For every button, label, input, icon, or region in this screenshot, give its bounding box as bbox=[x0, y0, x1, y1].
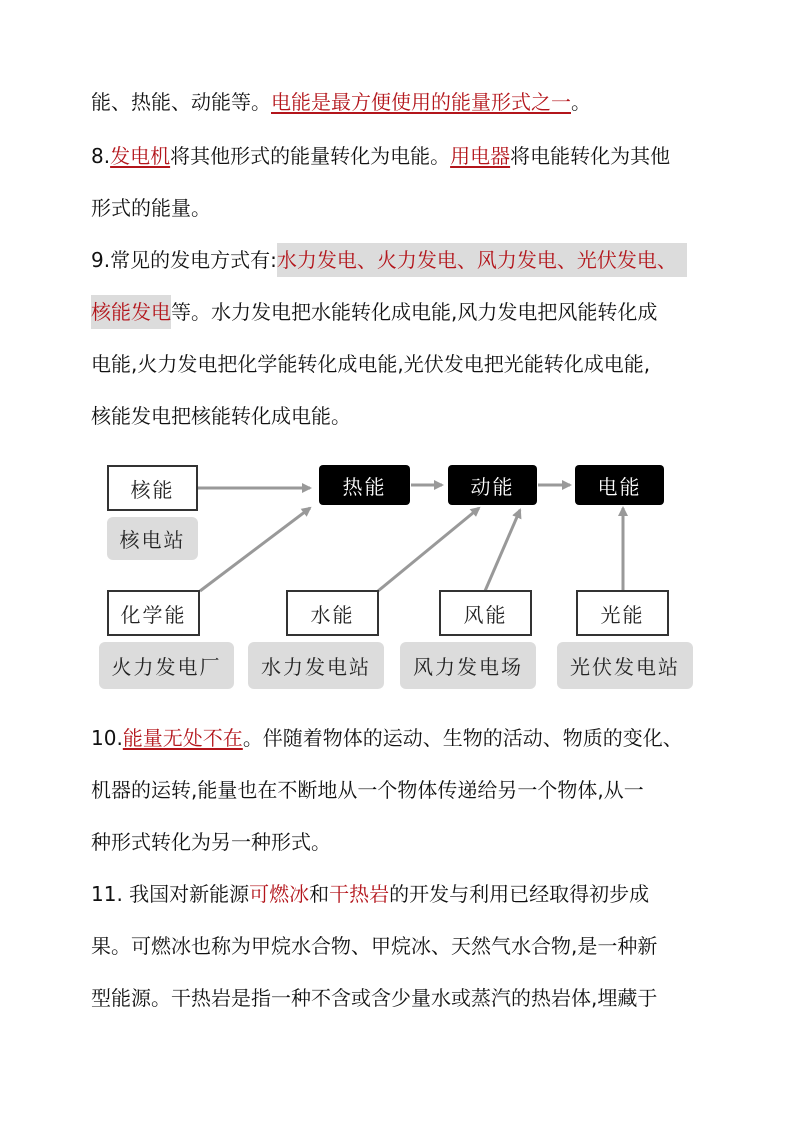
text-line: 9.常见的发电方式有:水力发电、火力发电、风力发电、光伏发电、 bbox=[91, 246, 687, 274]
text-line: 型能源。干热岩是指一种不含或含少量水或蒸汽的热岩体,埋藏于 bbox=[91, 986, 658, 1010]
key-term-highlight: 水力发电、火力发电、风力发电、光伏发电、 bbox=[277, 243, 687, 277]
text-line: 种形式转化为另一种形式。 bbox=[91, 830, 331, 854]
key-point: 电能是最方便使用的能量形式之一 bbox=[271, 90, 571, 114]
node-kinetic-energy: 动能 bbox=[448, 465, 537, 505]
key-term: 发电机 bbox=[110, 144, 171, 168]
text-line: 10.能量无处不在。伴随着物体的运动、生物的活动、物质的变化、 bbox=[91, 726, 683, 750]
node-nuclear-energy: 核能 bbox=[107, 465, 198, 511]
key-term: 干热岩 bbox=[329, 882, 390, 906]
node-wind-energy: 风能 bbox=[439, 590, 532, 636]
key-term: 可燃冰 bbox=[249, 882, 310, 906]
arrow-water-kinetic bbox=[378, 508, 479, 591]
text-line: 果。可燃冰也称为甲烷水合物、甲烷冰、天然气水合物,是一种新 bbox=[91, 934, 658, 958]
arrow-chemical-heat bbox=[200, 508, 310, 591]
label-thermal-plant: 火力发电厂 bbox=[99, 642, 234, 689]
node-light-energy: 光能 bbox=[576, 590, 669, 636]
label-wind-farm: 风力发电场 bbox=[400, 642, 536, 689]
node-water-energy: 水能 bbox=[286, 590, 379, 636]
label-hydro-station: 水力发电站 bbox=[248, 642, 384, 689]
text-line: 电能,火力发电把化学能转化成电能,光伏发电把光能转化成电能, bbox=[91, 352, 651, 376]
text-line: 形式的能量。 bbox=[91, 196, 211, 220]
text-line: 8.发电机将其他形式的能量转化为电能。用电器将电能转化为其他 bbox=[91, 144, 671, 168]
node-heat-energy: 热能 bbox=[319, 465, 410, 505]
key-term: 用电器 bbox=[450, 144, 511, 168]
key-point: 能量无处不在 bbox=[122, 726, 243, 750]
text-line: 机器的运转,能量也在不断地从一个物体传递给另一个物体,从一 bbox=[91, 778, 644, 802]
arrow-wind-kinetic bbox=[485, 510, 520, 591]
key-term-highlight: 核能发电 bbox=[91, 295, 171, 329]
node-electric-energy: 电能 bbox=[575, 465, 664, 505]
text-line: 11. 我国对新能源可燃冰和干热岩的开发与利用已经取得初步成 bbox=[91, 882, 650, 906]
text-line: 核能发电把核能转化成电能。 bbox=[91, 404, 351, 428]
node-chemical-energy: 化学能 bbox=[107, 590, 200, 636]
text-line: 能、热能、动能等。电能是最方便使用的能量形式之一。 bbox=[91, 90, 591, 114]
text-line: 核能发电等。水力发电把水能转化成电能,风力发电把风能转化成 bbox=[91, 298, 657, 326]
label-pv-station: 光伏发电站 bbox=[557, 642, 693, 689]
label-nuclear-station: 核电站 bbox=[107, 517, 198, 560]
